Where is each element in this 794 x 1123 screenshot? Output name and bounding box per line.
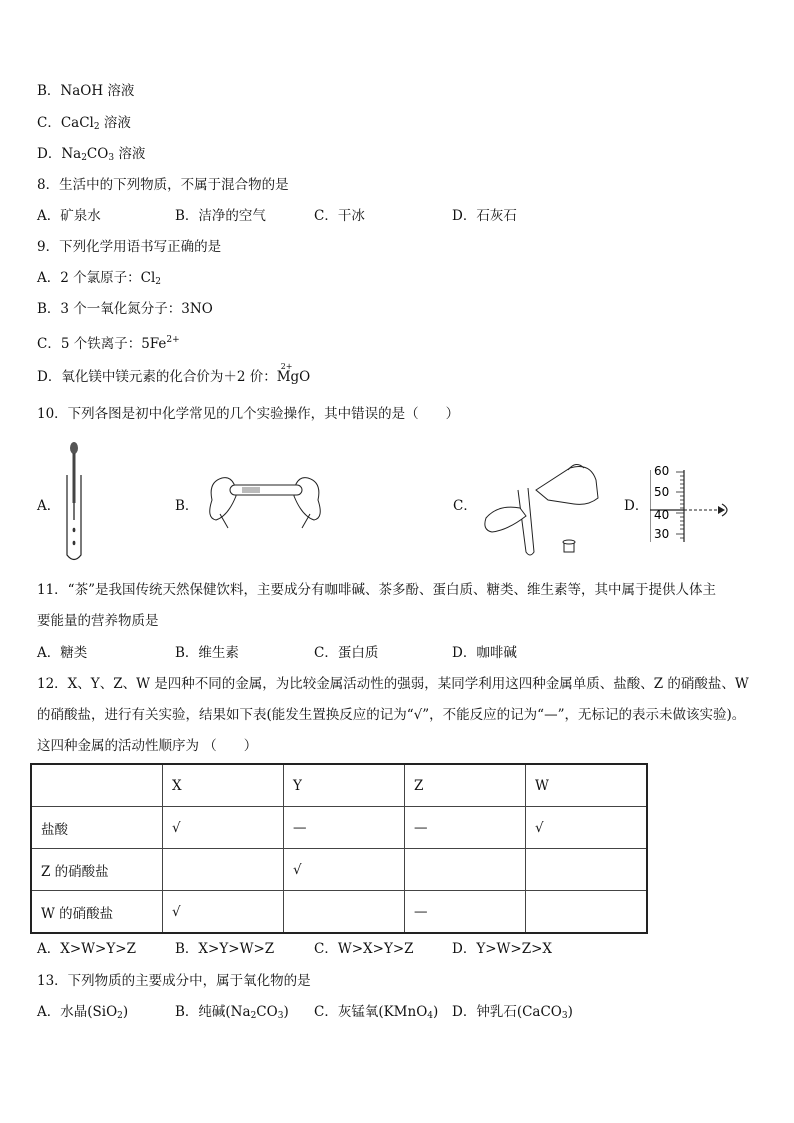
q13-options bbox=[37, 1002, 757, 1022]
dropper-in-tube-figure bbox=[60, 440, 90, 565]
q7-option-d bbox=[37, 144, 145, 168]
subscript: 4 bbox=[427, 1011, 434, 1021]
tube-between-hands-figure bbox=[200, 470, 330, 530]
subscript: 2 bbox=[250, 1011, 257, 1021]
cylinder-tick-50: 50 bbox=[654, 485, 670, 499]
table-row bbox=[31, 807, 647, 849]
q8-option-d: D．石灰石 bbox=[452, 208, 517, 224]
table-cell: Y bbox=[284, 764, 405, 807]
q7-option-d-mid: CO bbox=[86, 146, 109, 162]
paren: ) bbox=[567, 1004, 573, 1020]
superscript: 2+ bbox=[166, 335, 180, 345]
q12-option-a: A．X>W>Y>Z bbox=[37, 941, 136, 957]
q9-option-a bbox=[37, 268, 161, 292]
table-row bbox=[31, 891, 647, 934]
table-cell: √ bbox=[163, 807, 284, 849]
q13-option-c bbox=[314, 1002, 438, 1026]
q10-label-b: B． bbox=[175, 498, 199, 514]
q11-stem-line2: 要能量的营养物质是 bbox=[37, 613, 159, 629]
q13-option-d-text: D．钟乳石(CaCO bbox=[452, 1004, 562, 1020]
table-cell: — bbox=[284, 807, 405, 849]
table-cell: — bbox=[405, 807, 526, 849]
subscript: 2 bbox=[155, 277, 162, 287]
q8-option-a: A．矿泉水 bbox=[37, 208, 101, 224]
q11-option-a: A．糖类 bbox=[37, 645, 88, 661]
q10-label-a: A． bbox=[37, 498, 61, 514]
q7-option-b-text: B．NaOH 溶液 bbox=[37, 83, 135, 99]
q9-option-a-text: A．2 个氯原子：Cl bbox=[37, 270, 156, 286]
table-cell bbox=[31, 764, 163, 807]
reaction-results-table bbox=[30, 763, 648, 934]
q7-option-c-suffix: 溶液 bbox=[99, 115, 131, 131]
table-cell bbox=[405, 849, 526, 891]
table-cell: Z 的硝酸盐 bbox=[31, 849, 163, 891]
table-cell bbox=[284, 891, 405, 934]
cylinder-tick-30: 30 bbox=[654, 527, 670, 541]
q9-stem: 9．下列化学用语书写正确的是 bbox=[37, 239, 222, 255]
q8-stem: 8．生活中的下列物质，不属于混合物的是 bbox=[37, 177, 289, 193]
formula-part: CO bbox=[256, 1004, 278, 1020]
q13-option-a bbox=[37, 1002, 128, 1026]
cylinder-tick-40: 40 bbox=[654, 508, 670, 522]
q11-stem-line1: 11．“茶”是我国传统天然保健饮料，主要成分有咖啡碱、茶多酚、蛋白质、糖类、维生素等，其中属于提供人体主 bbox=[37, 582, 716, 598]
table-cell bbox=[526, 891, 648, 934]
table-cell: √ bbox=[284, 849, 405, 891]
q7-option-d-text: D．Na bbox=[37, 146, 82, 162]
q9-option-b: B．3 个一氧化氮分子：3NO bbox=[37, 301, 213, 317]
table-cell: √ bbox=[163, 891, 284, 934]
table-cell: W bbox=[526, 764, 648, 807]
q8-option-c: C．干冰 bbox=[314, 208, 365, 224]
paren: ) bbox=[433, 1004, 439, 1020]
paren: ) bbox=[283, 1004, 289, 1020]
q10-label-d: D． bbox=[624, 498, 649, 514]
valence-mark: 2+ bbox=[280, 362, 293, 371]
subscript: 2 bbox=[117, 1011, 123, 1021]
q9-option-c-text: C．5 个铁离子：5Fe bbox=[37, 336, 167, 352]
q8-options bbox=[37, 206, 757, 226]
pouring-liquid-figure bbox=[478, 460, 608, 560]
q13-stem: 13．下列物质的主要成分中，属于氧化物的是 bbox=[37, 973, 311, 989]
table-header-row bbox=[31, 764, 647, 807]
table-cell: — bbox=[405, 891, 526, 934]
table-row bbox=[31, 849, 647, 891]
q13-option-c-text: C．灰锰氧(KMnO bbox=[314, 1004, 428, 1020]
cylinder-tick-60: 60 bbox=[654, 464, 670, 478]
formula: MgO bbox=[276, 369, 311, 385]
q13-option-d bbox=[452, 1002, 573, 1026]
subscript: 3 bbox=[561, 1011, 568, 1021]
paren: ) bbox=[122, 1004, 129, 1020]
q12-stem: 12．X、Y、Z、W 是四种不同的金属，为比较金属活动性的强弱，某同学利用这四种金属单质、盐酸、Z 的硝酸盐、W 的硝酸盐，进行有关实验，结果如下表(能发生置换反应的记为“√”，不能反应的记为“—”，无标记的表示未做该实验)。这四种金属的活动性顺序为 （ ） bbox=[37, 676, 749, 754]
valence-formula bbox=[276, 362, 311, 387]
graduated-cylinder-reading-figure bbox=[650, 460, 740, 545]
q7-option-c-text: C．CaCl bbox=[37, 115, 94, 131]
q13-option-b bbox=[175, 1002, 289, 1026]
q11-options bbox=[37, 643, 757, 663]
subscript: 2 bbox=[81, 153, 87, 163]
q12-option-d: D．Y>W>Z>X bbox=[452, 941, 553, 957]
q9-option-d bbox=[37, 362, 311, 387]
q12-options bbox=[37, 939, 757, 959]
q7-option-b bbox=[37, 81, 134, 101]
table-cell: √ bbox=[526, 807, 648, 849]
q11-option-b: B．维生素 bbox=[175, 645, 239, 661]
q9-option-d-text: D．氧化镁中镁元素的化合价为＋2 价： bbox=[37, 369, 277, 385]
q13-option-a-text: A．水晶(SiO bbox=[37, 1004, 118, 1020]
q9-option-c bbox=[37, 330, 180, 354]
q12-option-b: B．X>Y>W>Z bbox=[175, 941, 275, 957]
q8-option-b: B．洁净的空气 bbox=[175, 208, 266, 224]
q7-option-c bbox=[37, 113, 131, 137]
subscript: 3 bbox=[277, 1011, 284, 1021]
table-cell bbox=[163, 849, 284, 891]
q11-option-c: C．蛋白质 bbox=[314, 645, 379, 661]
q7-option-d-suffix: 溶液 bbox=[114, 146, 146, 162]
table-cell bbox=[526, 849, 648, 891]
table-cell: Z bbox=[405, 764, 526, 807]
table-cell: 盐酸 bbox=[31, 807, 163, 849]
q10-label-c: C． bbox=[453, 498, 477, 514]
q10-stem: 10．下列各图是初中化学常见的几个实验操作，其中错误的是（ ） bbox=[37, 406, 460, 422]
q11-option-d: D．咖啡碱 bbox=[452, 645, 517, 661]
subscript: 3 bbox=[108, 153, 115, 163]
subscript: 2 bbox=[93, 122, 100, 132]
table-cell: X bbox=[163, 764, 284, 807]
table-cell: W 的硝酸盐 bbox=[31, 891, 163, 934]
q12-option-c: C．W>X>Y>Z bbox=[314, 941, 414, 957]
q13-option-b-text: B．纯碱(Na bbox=[175, 1004, 251, 1020]
